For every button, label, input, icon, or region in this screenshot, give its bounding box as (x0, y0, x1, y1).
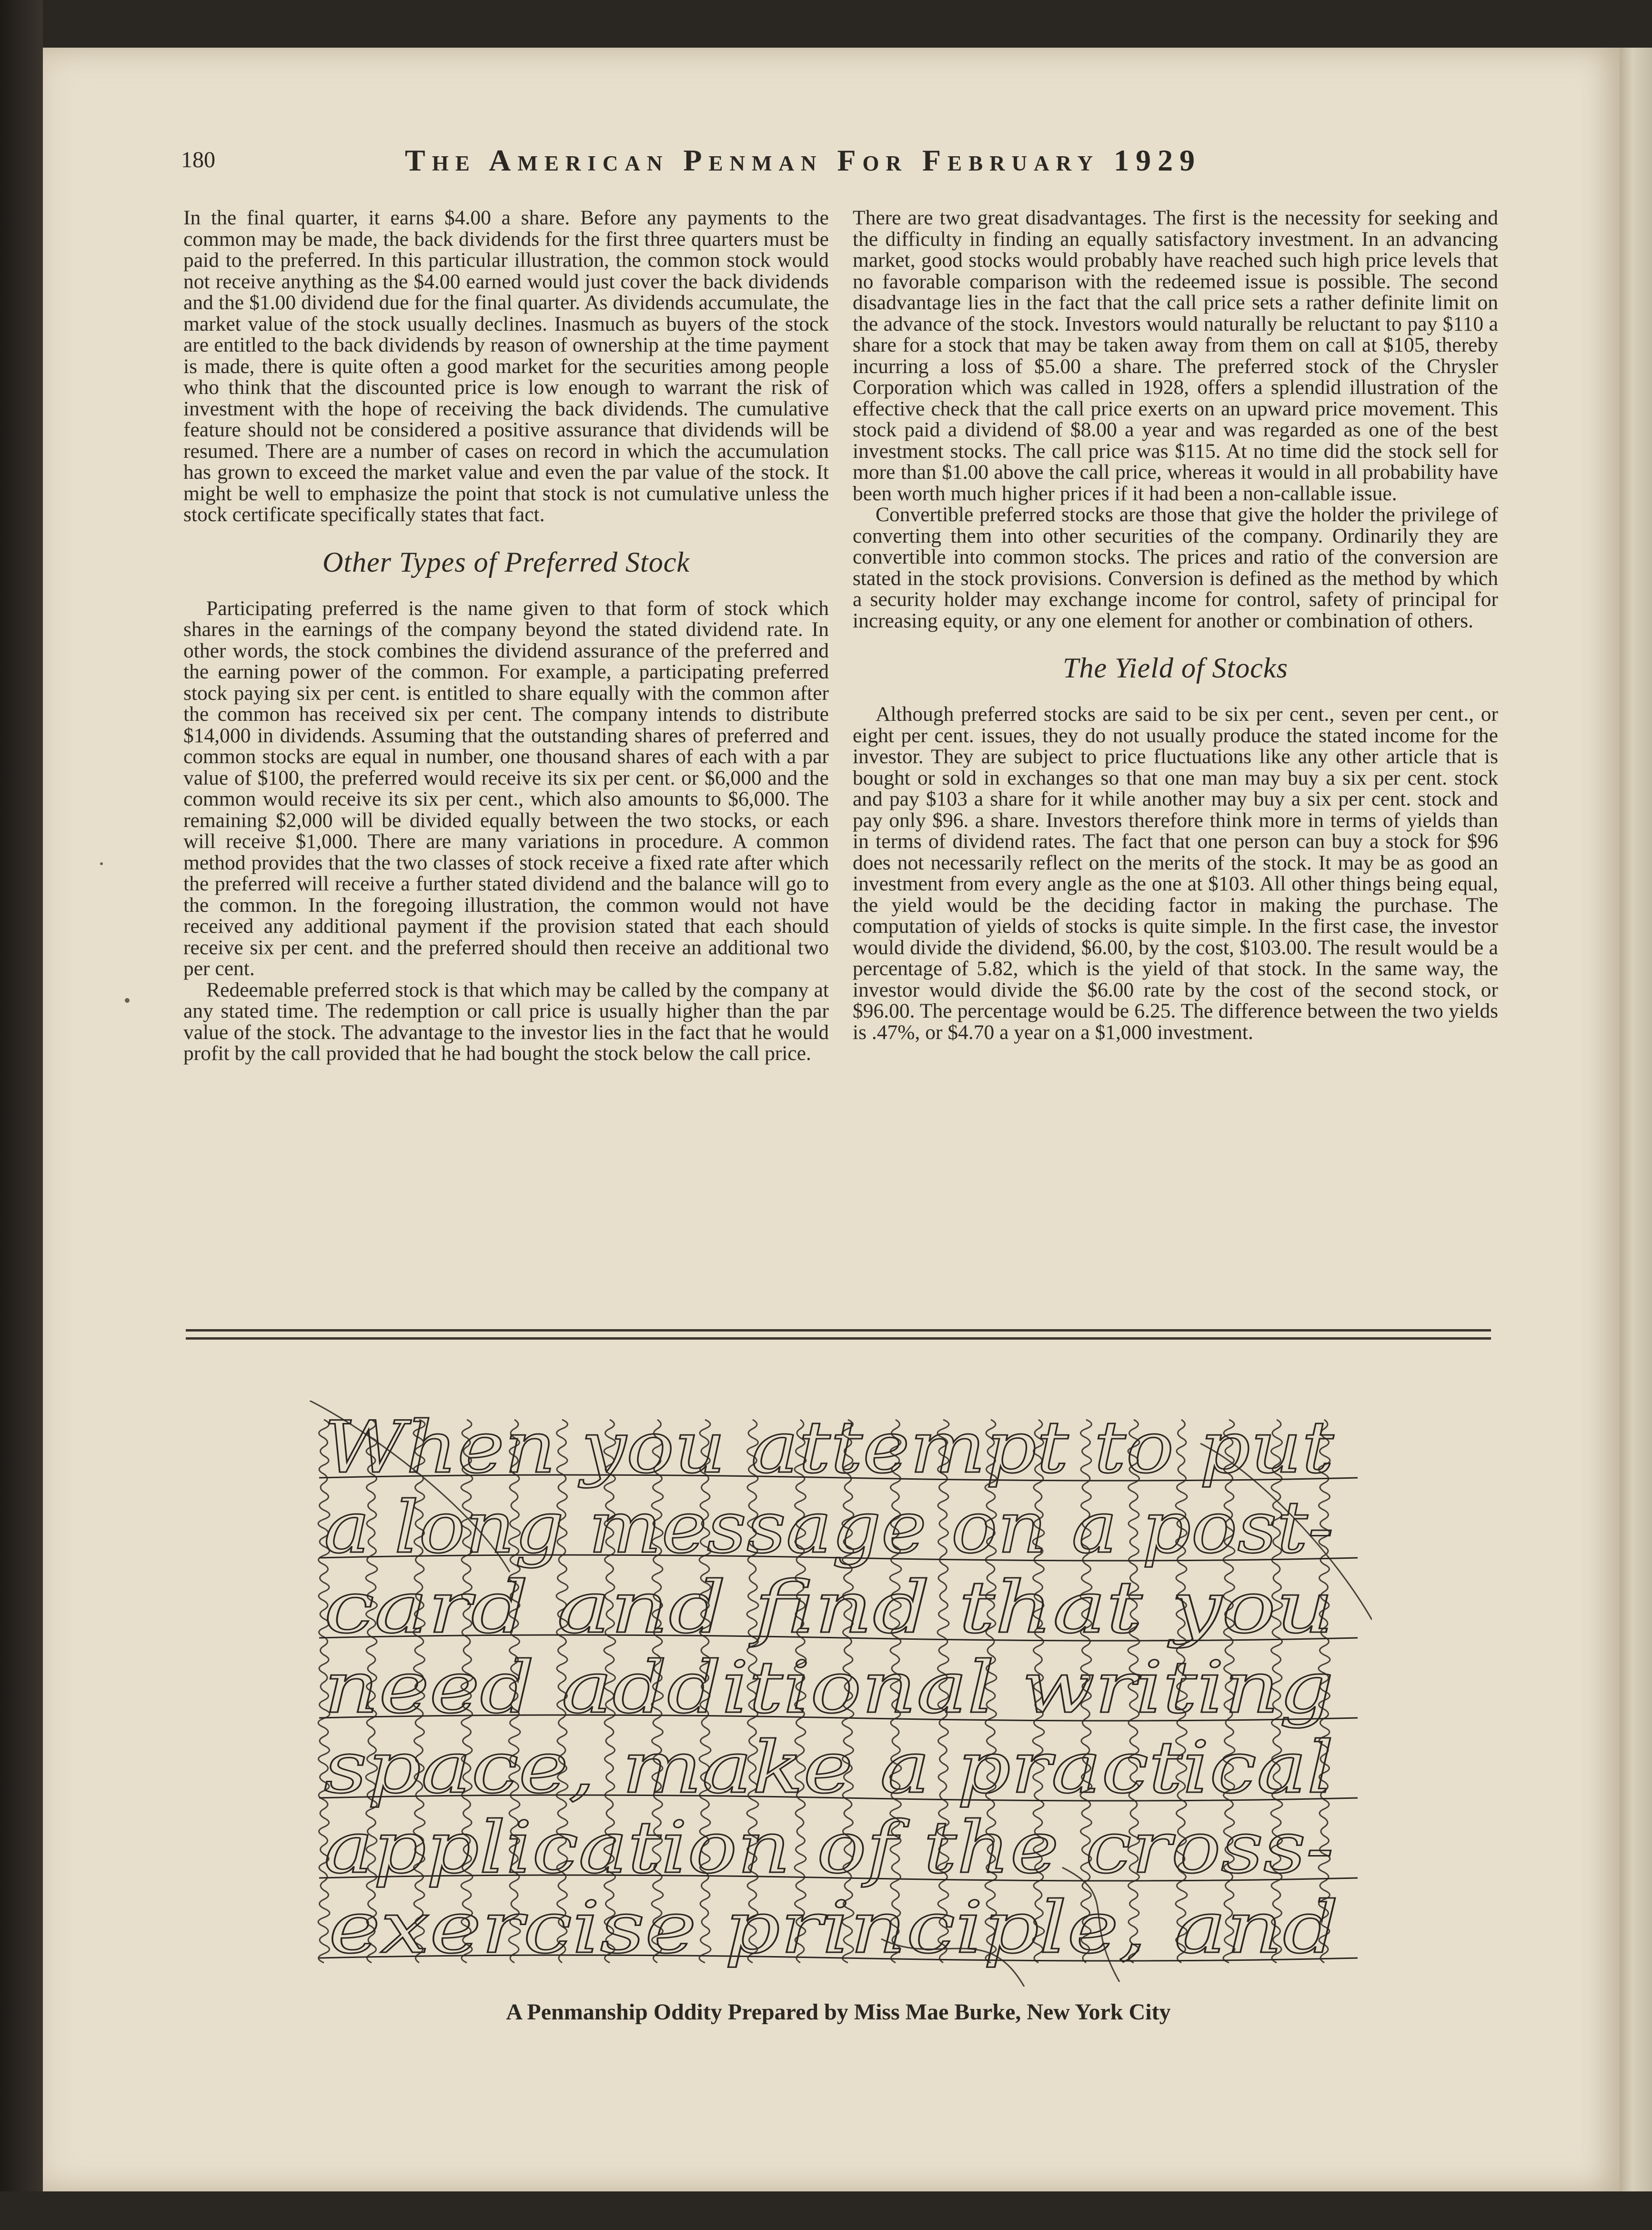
book-left-edge (0, 0, 43, 2230)
right-column (853, 207, 1498, 1043)
paragraph: Convertible preferred stocks are those that give the holder the privilege of converting them into other securities of the company. Ordinarily they are convertible into common stocks. The prices and ratio of the conversion are stated in the stock provisions. Conversion is defined as the method by which a security holder may exchange income for control, safety of principal for increasing equity, or any one element for another or combination of others. (853, 503, 1498, 632)
running-title: The American Penman For February 1929 (405, 143, 1202, 177)
next-page-edge (1620, 48, 1652, 2191)
horizontal-script (319, 1406, 1358, 1969)
paragraph: Participating preferred is the name given to that form of stock which shares in the earnings of the company beyond the stated dividend rate. In other words, the stock combines the dividend assurance of the preferred and the earning power of the common. For example, a participating preferred stock paying six per cent. is entitled to share equally with the common after the common has received six per cent. The company intends to distribute $14,000 in dividends. Assuming that the outstanding shares of preferred and common stocks are equal in number, one thousand shares of each with a par value of $100, the preferred would receive its six per cent. or $6,000 and the common would receive its six per cent., which also amounts to $6,000. The remaining $2,000 will be divided equally between the two stocks, or each will receive $1,000. There are many variations in procedure. A common method provides that the two classes of stock receive a fixed rate after which the preferred will receive a further stated dividend and the balance will go to the common. In the foregoing illustration, the common would not have received any additional payment if the provision stated that each should receive six per cent. and the preferred should then receive an additional two per cent. (183, 596, 829, 980)
paper-speck (100, 862, 103, 865)
paragraph: In the final quarter, it earns $4.00 a share. Before any payments to the common may be made, the back dividends for the first three quarters must be paid to the preferred. In this particular illustration, the common stock would not receive anything as the $4.00 earned would just cover the back dividends and the $1.00 dividend due for the final quarter. As dividends accumulate, the market value of the stock usually declines. Inasmuch as buyers of the stock are entitled to the back dividends by reason of ownership at the time payment is made, there is quite often a good market for the securities among people who think that the discounted price is low enough to warrant the risk of investment with the hope of receiving the back dividends. The cumulative feature should not be considered a positive assurance that dividends will be resumed. There are a number of cases on record in which the accumulation has grown to exceed the market value and even the par value of the stock. It might be well to emphasize the point that stock is not cumulative unless the stock certificate specifically states that fact. (183, 206, 829, 526)
left-column (183, 207, 829, 1064)
section-heading: The Yield of Stocks (1063, 652, 1288, 684)
script-line: When you attempt to put (324, 1406, 1334, 1489)
page-number: 180 (181, 147, 215, 172)
section-heading: Other Types of Preferred Stock (322, 546, 690, 578)
paper-speck (125, 998, 130, 1003)
divider-rule (186, 1337, 1491, 1340)
page-header (181, 143, 1496, 186)
script-line: a long message on a post- (324, 1486, 1334, 1569)
script-line: exercise principle, and (329, 1887, 1339, 1969)
script-line: space, make a practical (324, 1726, 1334, 1809)
scan-bottom-margin (0, 2191, 1652, 2230)
paragraph: Redeemable preferred stock is that which may be called by the company at any stated time. The redemption or call price is usually higher than the par value of the stock. The advantage to the investor lies in the fact that he would profit by the call provided that he had bought the stock below the call price. (183, 978, 829, 1065)
paragraph: There are two great disadvantages. The first is the necessity for seeking and the difficulty in finding an equally satisfactory investment. In an advancing market, good stocks would probably have reached such high price levels that no favorable comparison with the redeemed issue is possible. The second disadvantage lies in the fact that the call price sets a rather definite limit on the advance of the stock. Investors would naturally be reluctant to pay $110 a share for a stock that may be taken away from them on call at $105, thereby incurring a loss of $5.00 a share. The preferred stock of the Chrysler Corporation which was called in 1928, offers a splendid illustration of the effective check that the call price exerts on an upward price movement. This stock paid a dividend of $8.00 a year and was regarded as one of the best investment stocks. The call price was $115. At no time did the stock sell for more than $1.00 above the call price, whereas it would in all probability have been worth much higher prices if it had been a non-callable issue. (853, 206, 1498, 505)
divider-rule (186, 1329, 1491, 1332)
penmanship-oddity (310, 1401, 1372, 1987)
script-line: application of the cross- (324, 1806, 1334, 1889)
script-line: need additional writing (324, 1646, 1334, 1729)
figure-caption: A Penmanship Oddity Prepared by Miss Mae Burke, New York City (506, 1999, 1171, 2025)
script-line: card and find that you (324, 1566, 1334, 1649)
paragraph: Although preferred stocks are said to be six per cent., seven per cent., or eight per cent. issues, they do not usually produce the stated income for the investor. They are subject to price fluctuations like any other article that is bought or sold in exchanges so that one man may buy a six per cent. stock and pay $103 a share for it while another may buy a six per cent. stock and pay only $96. a share. Investors therefore think more in terms of yields than in terms of dividend rates. The fact that one person can buy a stock for $96 does not necessarily reflect on the merits of the stock. It may be as good an investment from every angle as the one at $103. All other things being equal, the yield would be the deciding factor in making the purchase. The computation of yields of stocks is quite simple. In the first case, the investor would divide the dividend, $6.00, by the cost, $103.00. The result would be a percentage of 5.82, which is the yield of that stock. In the same way, the investor would divide the $6.00 rate by the cost of the second stock, or $96.00. The percentage would be 6.25. The difference between the two yields is .47%, or $4.70 a year on a $1,000 investment. (853, 703, 1498, 1044)
